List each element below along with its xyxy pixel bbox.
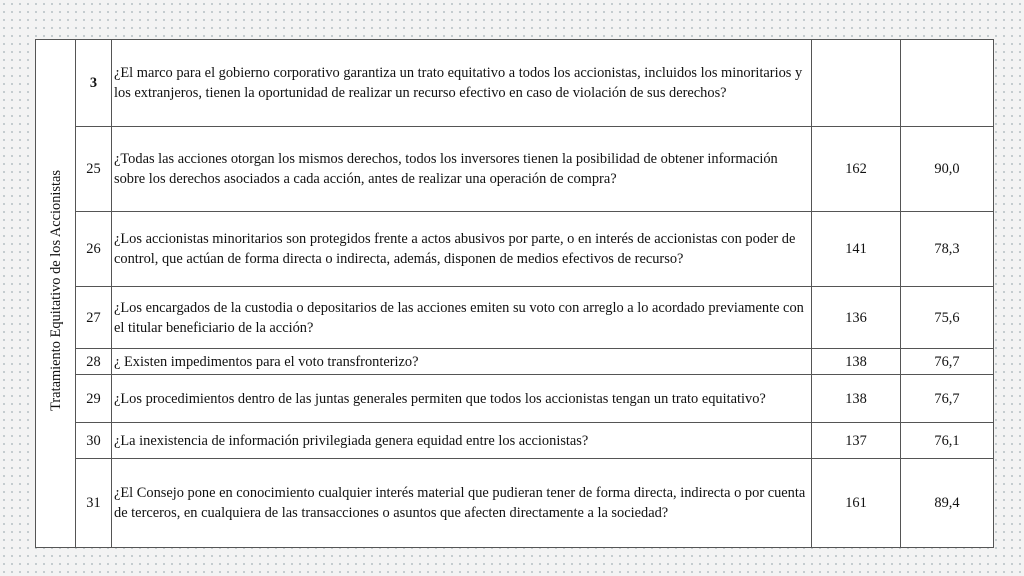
count-value: 138: [812, 349, 901, 375]
shareholder-treatment-table: [35, 39, 994, 548]
question-text: ¿ Existen impedimentos para el voto transfronterizo?: [112, 349, 812, 375]
percent-value: 76,1: [901, 423, 994, 459]
count-value: 138: [812, 375, 901, 423]
row-number: 29: [76, 375, 112, 423]
table-row: [36, 287, 994, 349]
percent-value: [901, 40, 994, 127]
group-label: Tratamiento Equitativo de los Accionistas: [47, 170, 64, 411]
row-number: 28: [76, 349, 112, 375]
percent-value: 89,4: [901, 459, 994, 548]
table-row: [36, 212, 994, 287]
count-value: [812, 40, 901, 127]
count-value: 161: [812, 459, 901, 548]
question-text: ¿Todas las acciones otorgan los mismos derechos, todos los inversores tienen la posibilidad de obtener información sobre los derechos asociados a cada acción, antes de realizar una operación de compra?: [112, 127, 812, 212]
percent-value: 78,3: [901, 212, 994, 287]
table-row: [36, 375, 994, 423]
table-row: [36, 459, 994, 548]
row-number: 30: [76, 423, 112, 459]
question-text: ¿El Consejo pone en conocimiento cualquier interés material que pudieran tener de forma directa, indirecta o por cuenta de terceros, en cualquiera de las transacciones o asuntos que afecten directamente a la sociedad?: [112, 459, 812, 548]
percent-value: 90,0: [901, 127, 994, 212]
percent-value: 76,7: [901, 349, 994, 375]
count-value: 162: [812, 127, 901, 212]
row-number: 31: [76, 459, 112, 548]
document-sheet: [35, 39, 993, 547]
row-number: 3: [76, 40, 112, 127]
table-row: [36, 349, 994, 375]
count-value: 141: [812, 212, 901, 287]
table-row: [36, 127, 994, 212]
percent-value: 76,7: [901, 375, 994, 423]
question-text: ¿La inexistencia de información privilegiada genera equidad entre los accionistas?: [112, 423, 812, 459]
count-value: 136: [812, 287, 901, 349]
question-text: ¿Los procedimientos dentro de las juntas generales permiten que todos los accionistas tengan un trato equitativo?: [112, 375, 812, 423]
question-text: ¿Los accionistas minoritarios son protegidos frente a actos abusivos por parte, o en interés de accionistas con poder de control, que actúan de forma directa o indirecta, además, disponen de medios efectivos de recurso?: [112, 212, 812, 287]
row-number: 26: [76, 212, 112, 287]
percent-value: 75,6: [901, 287, 994, 349]
question-text: ¿El marco para el gobierno corporativo garantiza un trato equitativo a todos los accionistas, incluidos los minoritarios y los extranjeros, tienen la oportunidad de realizar un recurso efectivo en caso de violación de sus derechos?: [112, 40, 812, 127]
row-number: 25: [76, 127, 112, 212]
group-label-cell: [36, 40, 76, 548]
row-number: 27: [76, 287, 112, 349]
count-value: 137: [812, 423, 901, 459]
question-text: ¿Los encargados de la custodia o depositarios de las acciones emiten su voto con arreglo a lo acordado previamente con el titular beneficiario de la acción?: [112, 287, 812, 349]
table-row: [36, 40, 994, 127]
table-row: [36, 423, 994, 459]
